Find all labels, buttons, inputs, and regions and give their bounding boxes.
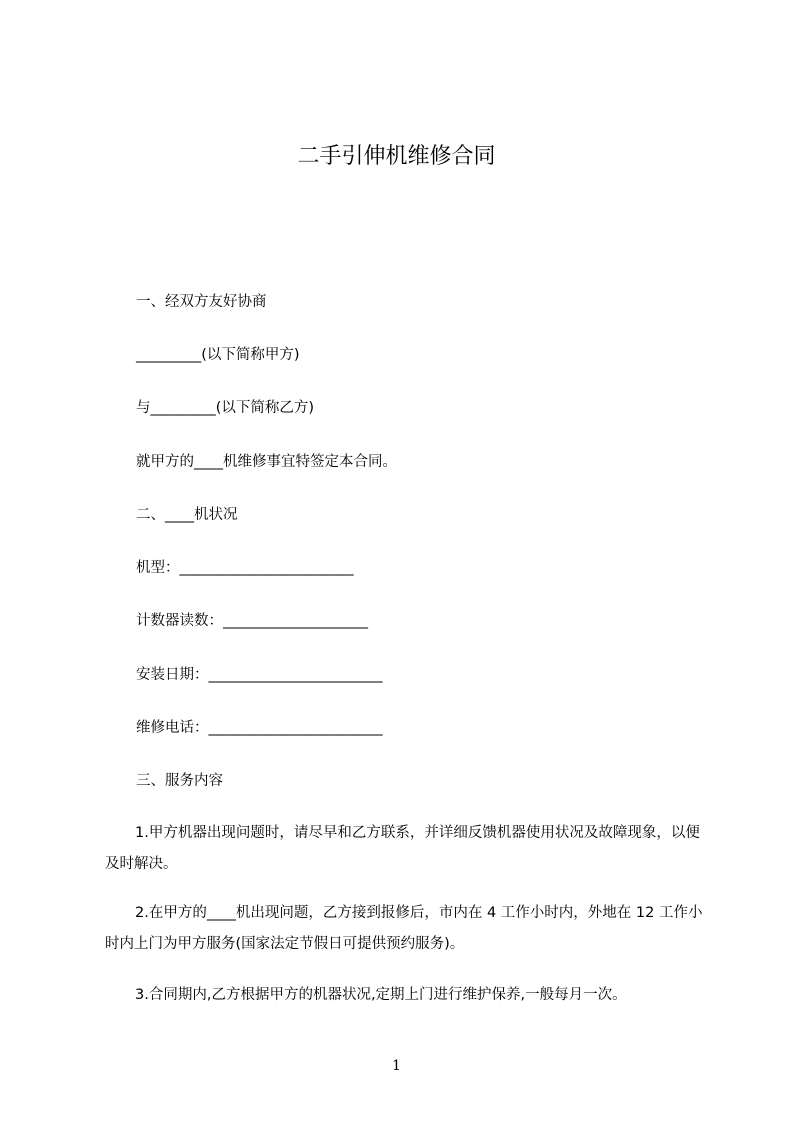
clause-heading-3: 三、服务内容 xyxy=(136,773,223,789)
service-item-2: 2.在甲方的____机出现问题，乙方接到报修后，市内在 4 工作小时内，外地在 12 工作小时内上门为甲方服务(国家法定节假日可提供预约服务)。 xyxy=(105,905,703,952)
party-b-line: 与_________(以下简称乙方) xyxy=(136,400,315,416)
page-number: 1 xyxy=(392,1058,401,1074)
clause-heading-2: 二、____机状况 xyxy=(136,507,238,523)
repair-phone-field: 维修电话：________________________ xyxy=(136,720,383,736)
clause-heading-1: 一、经双方友好协商 xyxy=(136,294,267,310)
counter-reading-field: 计数器读数：____________________ xyxy=(136,613,368,629)
model-field: 机型：________________________ xyxy=(136,560,354,576)
purpose-line: 就甲方的____机维修事宜特签定本合同。 xyxy=(136,454,397,470)
party-a-line: _________(以下简称甲方) xyxy=(136,347,300,363)
service-item-1: 1.甲方机器出现问题时，请尽早和乙方联系，并详细反馈机器使用状况及故障现象，以便及时解决。 xyxy=(105,825,700,872)
install-date-field: 安装日期：________________________ xyxy=(136,667,383,683)
document-title: 二手引伸机维修合同 xyxy=(297,144,496,169)
service-item-3: 3.合同期内,乙方根据甲方的机器状况,定期上门进行维护保养,一般每月一次。 xyxy=(135,987,627,1003)
